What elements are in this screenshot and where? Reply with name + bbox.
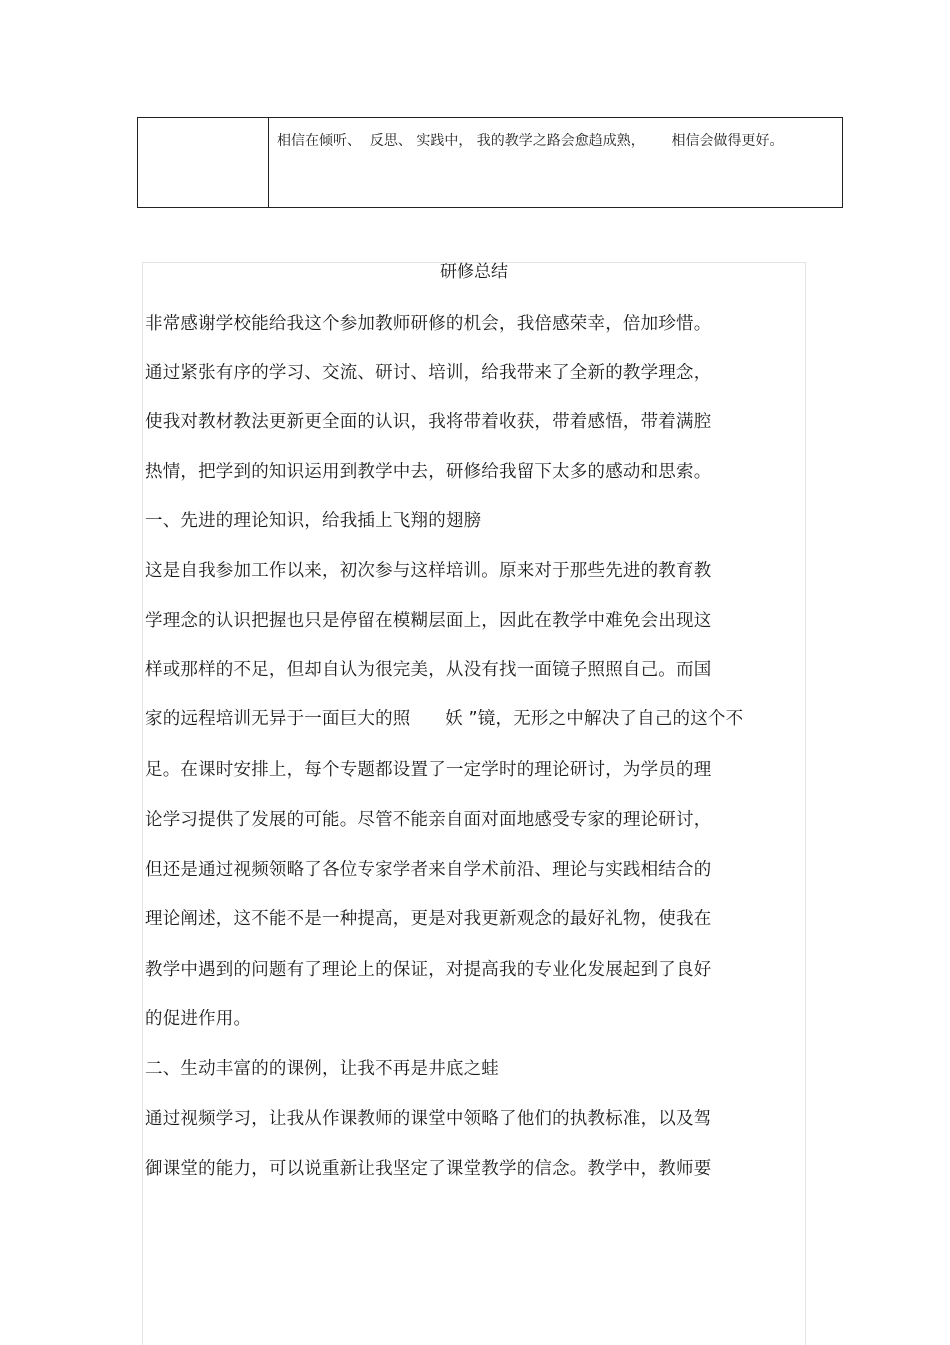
paragraph-line: 论学习提供了发展的可能。尽管不能亲自面对面地感受专家的理论研讨， [145, 810, 712, 830]
paragraph-line: 通过视频学习，让我从作课教师的课堂中领略了他们的执教标准，以及驾 [145, 1109, 712, 1129]
paragraph-line: 样或那样的不足，但却自认为很完美，从没有找一面镜子照照自己。而国 [145, 660, 712, 680]
paragraph-line: 热情，把学到的知识运用到教学中去，研修给我留下太多的感动和思索。 [145, 462, 712, 482]
paragraph-line: 通过紧张有序的学习、交流、研讨、培训，给我带来了全新的教学理念， [145, 363, 712, 383]
paragraph-line: 非常感谢学校能给我这个参加教师研修的机会，我倍感荣幸，倍加珍惜。 [145, 314, 712, 334]
table-right-cell: 相信在倾听、 反思、 实践中， 我的教学之路会愈趋成熟， 相信会做得更好。 [277, 133, 784, 149]
paragraph-line: 理论阐述，这不能不是一种提高，更是对我更新观念的最好礼物，使我在 [145, 909, 712, 929]
section-heading: 一、先进的理论知识，给我插上飞翔的翅膀 [145, 511, 482, 531]
paragraph-line: 御课堂的能力，可以说重新让我坚定了课堂教学的信念。教学中，教师要 [145, 1159, 712, 1179]
top-table [137, 117, 843, 208]
paragraph-line: 但还是通过视频领略了各位专家学者来自学术前沿、理论与实践相结合的 [145, 860, 712, 880]
section-heading: 二、生动丰富的的课例，让我不再是井底之蛙 [145, 1059, 499, 1079]
paragraph-line: 的促进作用。 [145, 1009, 252, 1029]
paragraph-line: 足。在课时安排上，每个专题都设置了一定学时的理论研讨，为学员的理 [145, 760, 712, 780]
table-left-cell [138, 118, 269, 207]
paragraph-line: 学理念的认识把握也只是停留在模糊层面上，因此在教学中难免会出现这 [145, 611, 712, 631]
paragraph-line: 家的远程培训无异于一面巨大的照 妖 ”镜，无形之中解决了自己的这个不 [145, 709, 744, 729]
page-title: 研修总结 [440, 262, 508, 282]
paragraph-line: 这是自我参加工作以来，初次参与这样培训。原来对于那些先进的教育教 [145, 561, 712, 581]
paragraph-line: 教学中遇到的问题有了理论上的保证，对提高我的专业化发展起到了良好 [145, 960, 712, 980]
paragraph-line: 使我对教材教法更新更全面的认识，我将带着收获，带着感悟，带着满腔 [145, 412, 712, 432]
